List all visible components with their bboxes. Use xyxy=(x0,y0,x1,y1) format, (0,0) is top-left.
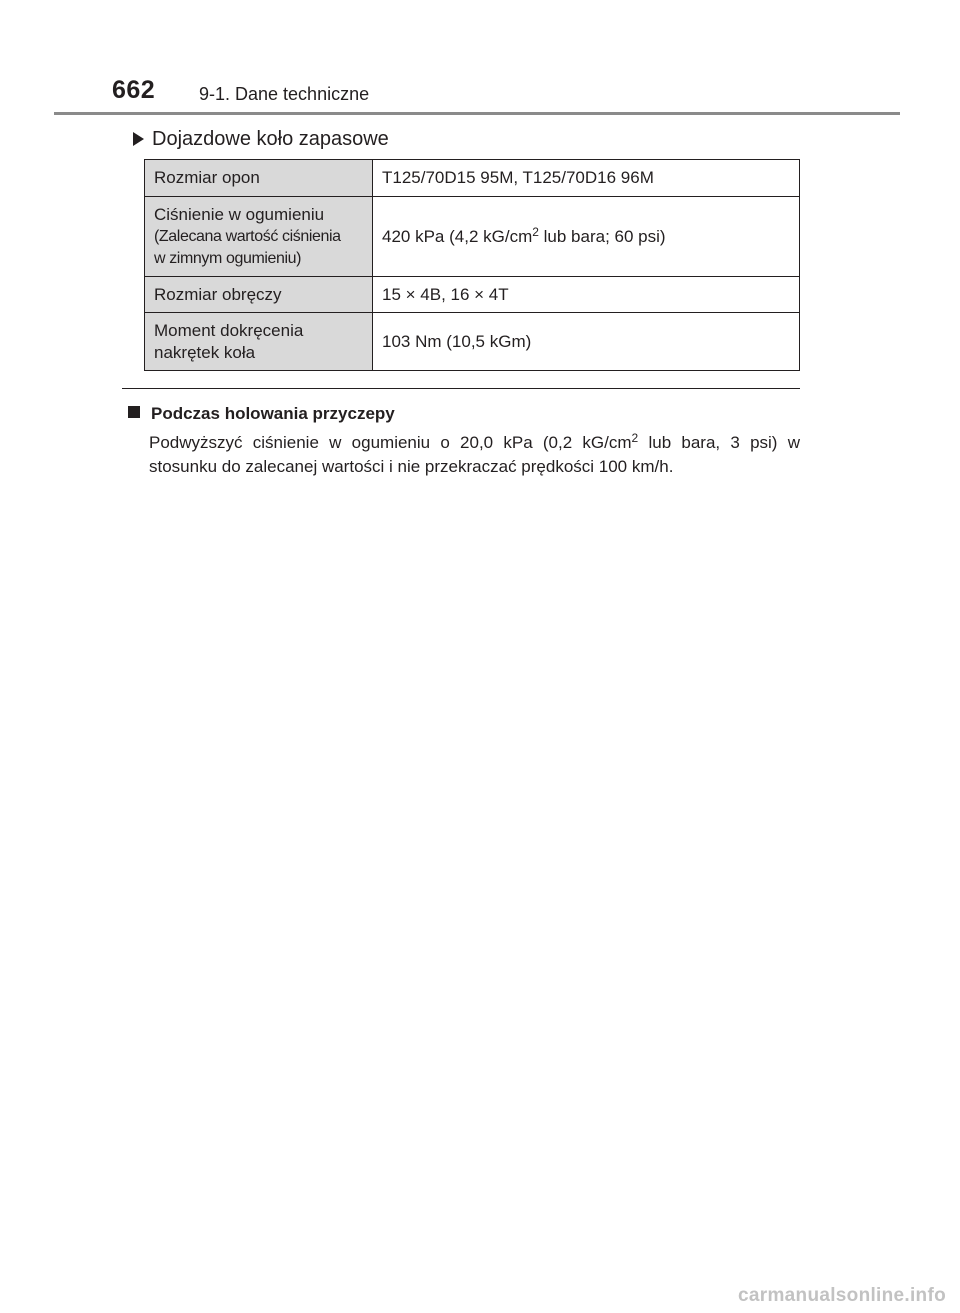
table-row xyxy=(145,313,800,371)
row-label-tire-size: Rozmiar opon xyxy=(145,160,373,197)
row-label-rim-size: Rozmiar obręczy xyxy=(145,277,373,313)
header-divider xyxy=(54,112,900,115)
spare-wheel-heading xyxy=(133,127,389,151)
table-row xyxy=(145,277,800,313)
section-divider xyxy=(122,388,800,389)
square-bullet-icon xyxy=(128,406,140,418)
row-value-tire-pressure: 420 kPa (4,2 $kG/cm^2$ lub bara; 60 psi) xyxy=(373,197,800,277)
row-value-nut-torque: 103 Nm (10,5 kGm) xyxy=(373,313,800,371)
section-title: 9-1. Dane techniczne xyxy=(199,84,370,104)
towing-note-text: Podwyższyć ciśnienie w ogumieniu o 20,0 kPa (0,2 $kG/cm^2$ lub bara, 3 psi) w stosunku do zalecanej wartości i nie przekraczać prędkości 100 km/h. xyxy=(149,431,800,476)
spare-wheel-spec-table xyxy=(144,159,800,371)
triangle-right-icon xyxy=(133,132,144,146)
page-number: 662 xyxy=(112,76,156,104)
row-value-tire-size: T125/70D15 95M, T125/70D16 96M xyxy=(373,160,800,197)
table-row xyxy=(145,197,800,277)
spare-wheel-heading-text: Dojazdowe koło zapasowe xyxy=(152,128,389,150)
towing-note-heading xyxy=(128,403,395,425)
row-value-rim-size: 15 × 4B, 16 × 4T xyxy=(373,277,800,313)
row-label-nut-torque: Moment dokręcenia nakrętek koła xyxy=(145,313,373,371)
row-label-tire-pressure: Ciśnienie w ogumieniu (Zalecana wartość ciśnienia w zimnym ogumieniu) xyxy=(145,197,373,277)
towing-note-heading-text: Podczas holowania przyczepy xyxy=(151,404,395,423)
watermark: carmanualsonline.info xyxy=(738,1285,946,1306)
table-row xyxy=(145,160,800,197)
